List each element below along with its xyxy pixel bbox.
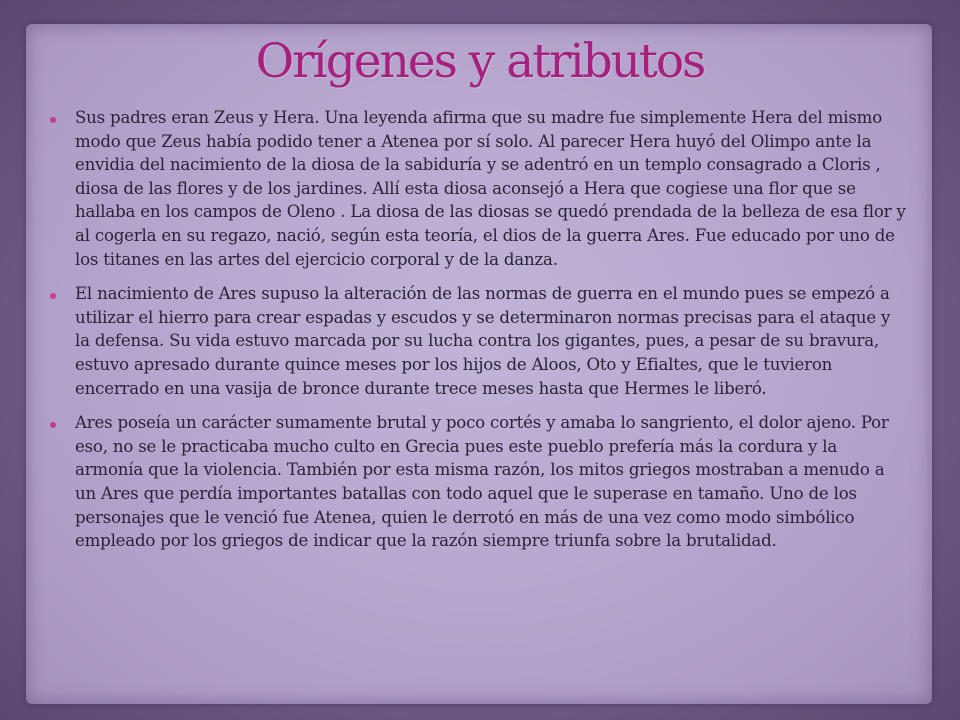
bullet-item-character: [48, 411, 908, 553]
bullet-dot-icon: [50, 293, 56, 299]
bullet-text: Sus padres eran Zeus y Hera. Una leyenda afirma que su madre fue simplemente Hera del mismo modo que Zeus había podido tener a Atenea por sí solo. Al parecer Hera huyó del Olimpo ante la envidia del nacimiento de la diosa de la sabiduría y se adentró en un templo consagrado a Cloris , diosa de las flores y de los jardines. Allí esta diosa aconsejó a Hera que cogiese una flor que se hallaba en los campos de Oleno . La diosa de las diosas se quedó prendada de la belleza de esa flor y al cogerla en su regazo, nació, según esta teoría, el dios de la guerra Ares. Fue educado por uno de los titanes en las artes del ejercicio corporal y de la danza.: [75, 108, 906, 269]
bullet-item-birth-of-ares: [48, 282, 908, 400]
bullet-dot-icon: [50, 117, 56, 123]
bullet-item-origins: [48, 106, 908, 271]
bullet-list: [48, 106, 908, 564]
bullet-text: Ares poseía un carácter sumamente brutal y poco cortés y amaba lo sangriento, el dolor ajeno. Por eso, no se le practicaba mucho culto en Grecia pues este pueblo prefería más la cordura y la armonía que la violencia. También por esta misma razón, los mitos griegos mostraban a menudo a un Ares que perdía importantes batallas con todo aquel que le superase en tamaño. Uno de los personajes que le venció fue Atenea, quien le derrotó en más de una vez como modo simbólico empleado por los griegos de indicar que la razón siempre triunfa sobre la brutalidad.: [75, 413, 889, 551]
bullet-dot-icon: [50, 422, 56, 428]
slide-title: Orígenes y atributos: [255, 34, 705, 89]
bullet-text: El nacimiento de Ares supuso la alteración de las normas de guerra en el mundo pues se empezó a utilizar el hierro para crear espadas y escudos y se determinaron normas precisas para el ataque y la defensa. Su vida estuvo marcada por su lucha contra los gigantes, pues, a pesar de su bravura, estuvo apresado durante quince meses por los hijos de Aloos, Oto y Efialtes, que le tuvieron encerrado en una vasija de bronce durante trece meses hasta que Hermes le liberó.: [75, 284, 891, 398]
